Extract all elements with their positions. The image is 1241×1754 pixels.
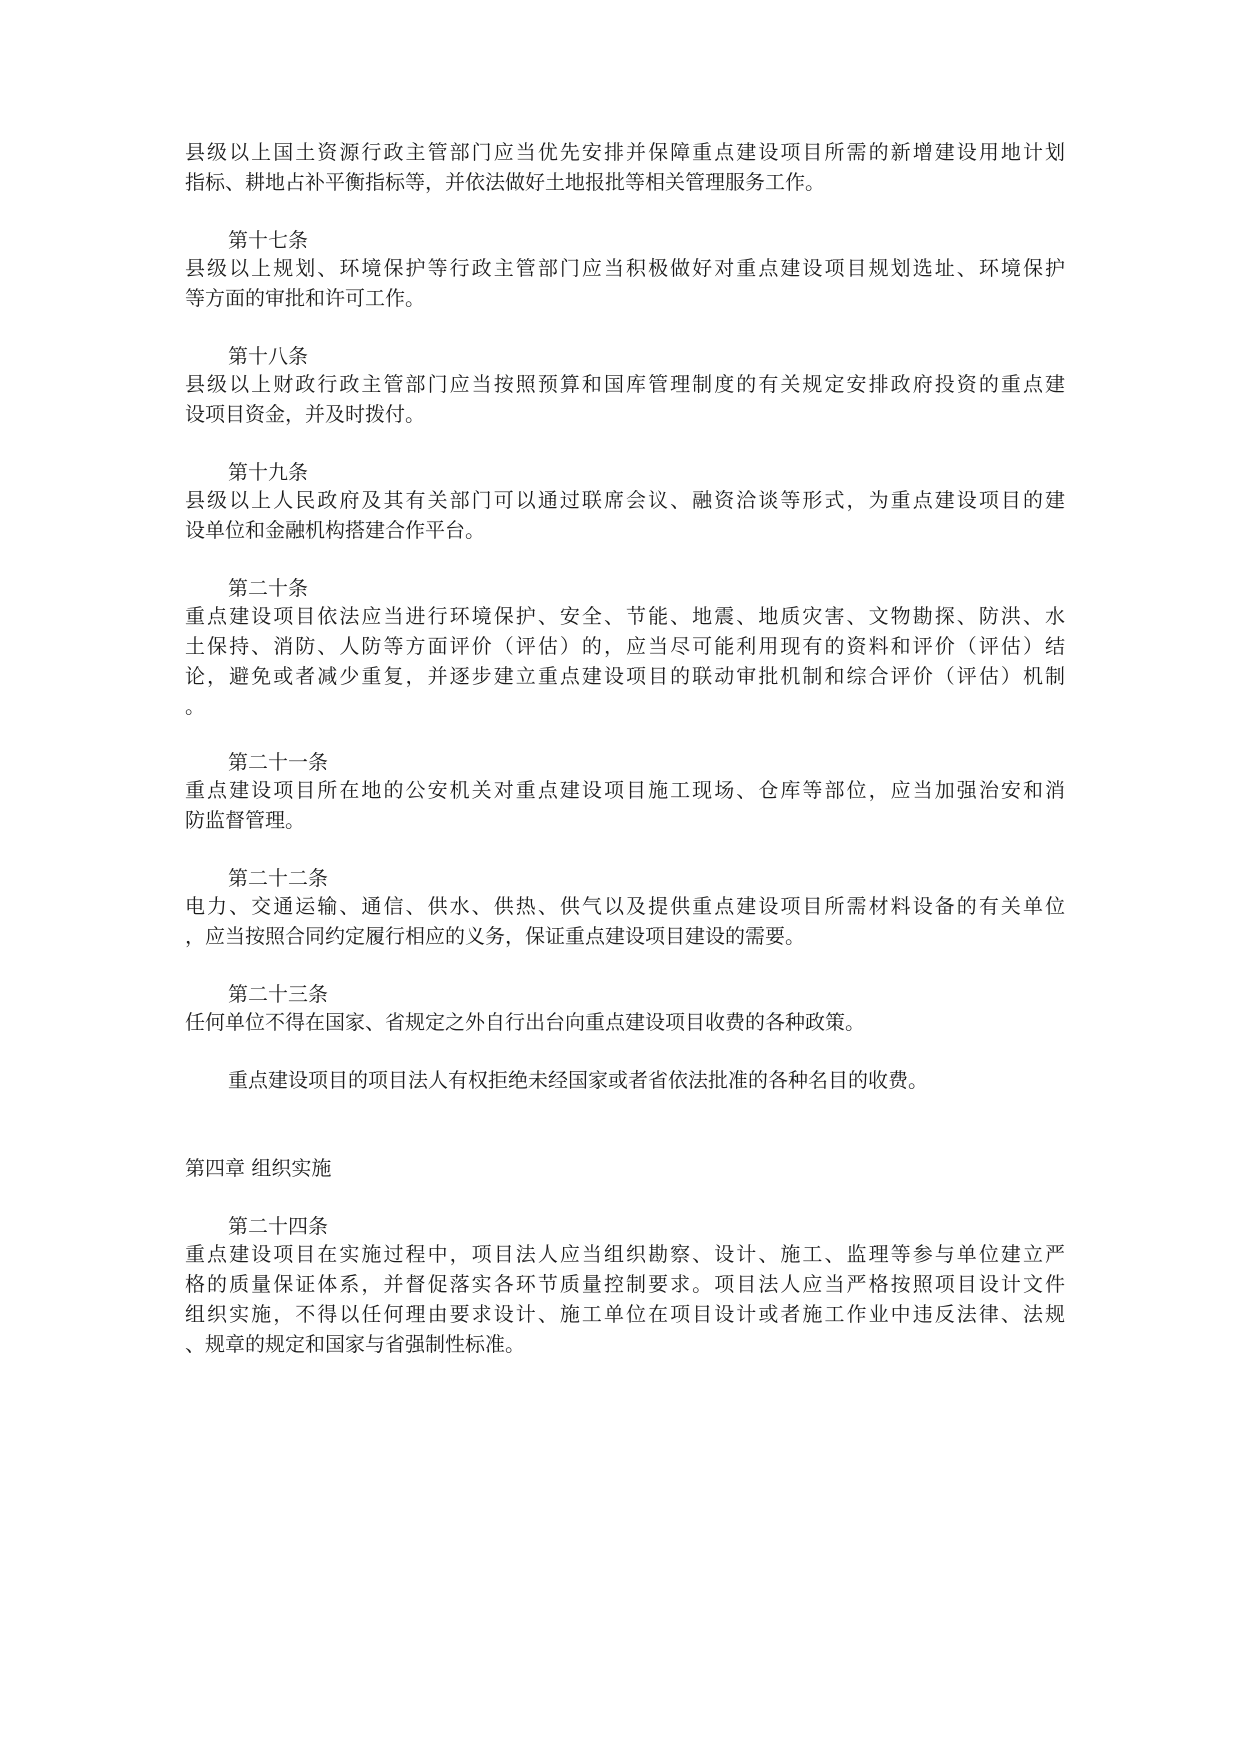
paragraph-line: 重点建设项目所在地的公安机关对重点建设项目施工现场、仓库等部位，应当加强治安和消 [185, 778, 1065, 802]
paragraph-line: 重点建设项目的项目法人有权拒绝未经国家或者省依法批准的各种名目的收费。 [228, 1068, 928, 1092]
paragraph-line: 县级以上规划、环境保护等行政主管部门应当积极做好对重点建设项目规划选址、环境保护 [185, 256, 1065, 280]
article-heading: 第二十三条 [228, 982, 328, 1006]
paragraph-line: 论，避免或者减少重复，并逐步建立重点建设项目的联动审批机制和综合评价（评估）机制 [185, 664, 1065, 688]
paragraph-line: 设项目资金，并及时拨付。 [185, 402, 425, 426]
article-heading: 第二十一条 [228, 750, 328, 774]
paragraph-line: 县级以上人民政府及其有关部门可以通过联席会议、融资洽谈等形式，为重点建设项目的建 [185, 488, 1065, 512]
paragraph-line: 设单位和金融机构搭建合作平台。 [185, 518, 485, 542]
paragraph-line: 组织实施，不得以任何理由要求设计、施工单位在项目设计或者施工作业中违反法律、法规 [185, 1302, 1065, 1326]
paragraph-line: 电力、交通运输、通信、供水、供热、供气以及提供重点建设项目所需材料设备的有关单位 [185, 894, 1065, 918]
article-heading: 第十九条 [228, 460, 308, 484]
paragraph-line: 重点建设项目依法应当进行环境保护、安全、节能、地震、地质灾害、文物勘探、防洪、水 [185, 604, 1065, 628]
paragraph-line: 等方面的审批和许可工作。 [185, 286, 425, 310]
article-heading: 第十七条 [228, 228, 308, 252]
article-heading: 第十八条 [228, 344, 308, 368]
paragraph-line: 防监督管理。 [185, 808, 305, 832]
article-heading: 第二十四条 [228, 1214, 328, 1238]
paragraph-line: 县级以上财政行政主管部门应当按照预算和国库管理制度的有关规定安排政府投资的重点建 [185, 372, 1065, 396]
article-heading: 第二十二条 [228, 866, 328, 890]
paragraph-line: 。 [185, 694, 205, 718]
paragraph-line: 重点建设项目在实施过程中，项目法人应当组织勘察、设计、施工、监理等参与单位建立严 [185, 1242, 1065, 1266]
article-heading: 第二十条 [228, 576, 308, 600]
paragraph-line: 任何单位不得在国家、省规定之外自行出台向重点建设项目收费的各种政策。 [185, 1010, 865, 1034]
paragraph-line: 、规章的规定和国家与省强制性标准。 [185, 1332, 525, 1356]
paragraph-line: 县级以上国土资源行政主管部门应当优先安排并保障重点建设项目所需的新增建设用地计划 [185, 140, 1065, 164]
paragraph-line: 土保持、消防、人防等方面评价（评估）的，应当尽可能利用现有的资料和评价（评估）结 [185, 634, 1065, 658]
paragraph-line: ，应当按照合同约定履行相应的义务，保证重点建设项目建设的需要。 [185, 924, 805, 948]
paragraph-line: 指标、耕地占补平衡指标等，并依法做好土地报批等相关管理服务工作。 [185, 170, 825, 194]
chapter-heading: 第四章 组织实施 [185, 1156, 332, 1180]
paragraph-line: 格的质量保证体系，并督促落实各环节质量控制要求。项目法人应当严格按照项目设计文件 [185, 1272, 1065, 1296]
